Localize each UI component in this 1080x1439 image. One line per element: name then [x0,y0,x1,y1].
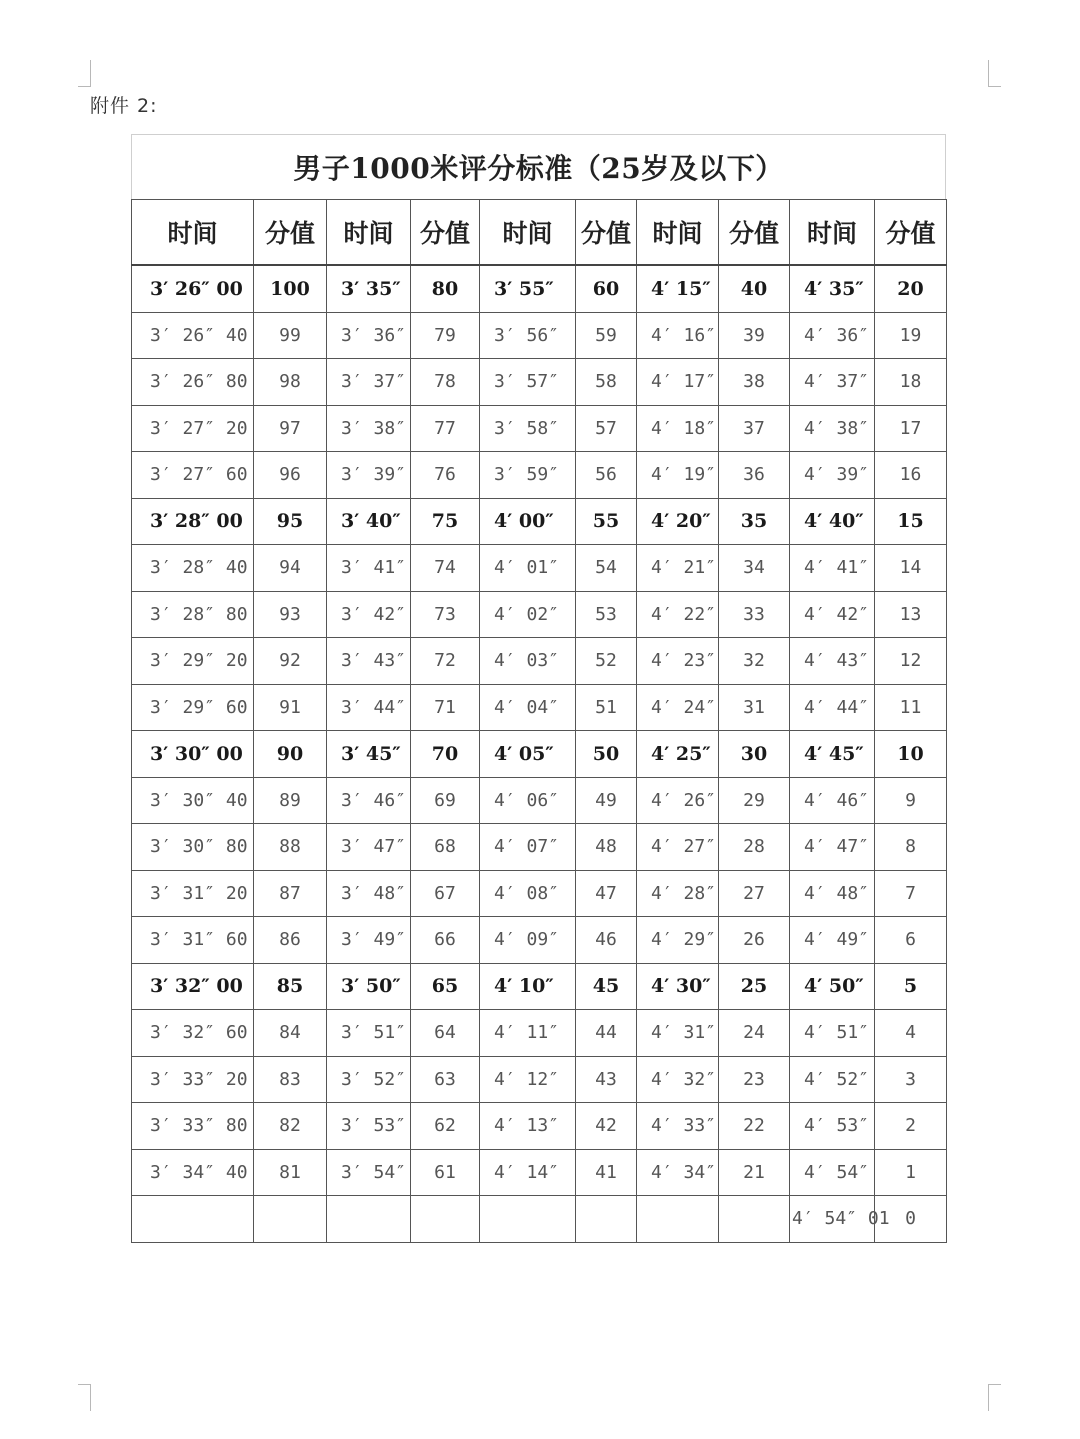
score-cell: 92 [254,638,327,685]
time-cell [132,1196,254,1243]
time-cell: 4′ 24″ [637,684,719,731]
time-cell: 4′ 13″ [480,1103,576,1150]
time-cell: 4′ 11″ [480,1010,576,1057]
time-cell: 4′ 12″ [480,1056,576,1103]
time-cell: 4′ 41″ [790,545,875,592]
time-cell: 3′ 29″ 20 [132,638,254,685]
time-cell: 3′ 47″ [327,824,411,871]
score-cell: 86 [254,917,327,964]
score-cell: 76 [411,452,480,499]
time-cell: 4′ 30″ [637,963,719,1010]
score-cell: 16 [875,452,947,499]
score-cell: 74 [411,545,480,592]
header-score: 分值 [411,200,480,266]
table-row [132,359,947,406]
score-cell: 23 [719,1056,790,1103]
score-cell: 82 [254,1103,327,1150]
time-cell: 3′ 38″ [327,405,411,452]
time-cell: 4′ 05″ [480,731,576,778]
time-cell: 4′ 52″ [790,1056,875,1103]
score-cell: 8 [875,824,947,871]
score-cell: 67 [411,870,480,917]
time-cell: 4′ 20″ [637,498,719,545]
score-cell: 96 [254,452,327,499]
score-cell [719,1196,790,1243]
score-cell: 6 [875,917,947,964]
score-cell: 40 [719,265,790,312]
score-cell: 26 [719,917,790,964]
score-cell: 45 [576,963,637,1010]
score-cell: 50 [576,731,637,778]
score-cell: 30 [719,731,790,778]
score-cell: 31 [719,684,790,731]
time-cell: 3′ 32″ 00 [132,963,254,1010]
score-cell: 59 [576,312,637,359]
time-cell: 4′ 49″ [790,917,875,964]
score-cell: 65 [411,963,480,1010]
page-corner-mark-bottom-left [78,1384,91,1411]
header-score: 分值 [254,200,327,266]
score-cell: 81 [254,1149,327,1196]
table-row [132,1149,947,1196]
score-cell: 34 [719,545,790,592]
score-cell: 87 [254,870,327,917]
score-cell: 28 [719,824,790,871]
score-cell: 75 [411,498,480,545]
time-cell: 3′ 30″ 40 [132,777,254,824]
score-cell: 88 [254,824,327,871]
time-cell: 3′ 31″ 20 [132,870,254,917]
time-cell: 4′ 46″ [790,777,875,824]
page-corner-mark-top-left [78,60,91,87]
time-cell: 3′ 48″ [327,870,411,917]
score-cell: 57 [576,405,637,452]
table-row [132,1196,947,1243]
scoring-table-container [131,134,946,1243]
time-cell: 4′ 29″ [637,917,719,964]
time-cell: 4′ 40″ [790,498,875,545]
time-cell: 4′ 18″ [637,405,719,452]
time-cell: 3′ 33″ 80 [132,1103,254,1150]
time-cell: 3′ 32″ 60 [132,1010,254,1057]
score-cell: 85 [254,963,327,1010]
score-cell: 84 [254,1010,327,1057]
score-cell: 3 [875,1056,947,1103]
table-row [132,265,947,312]
score-cell: 36 [719,452,790,499]
score-cell: 78 [411,359,480,406]
score-cell: 60 [576,265,637,312]
time-cell: 3′ 59″ [480,452,576,499]
time-cell: 3′ 28″ 40 [132,545,254,592]
time-cell [637,1196,719,1243]
score-cell: 24 [719,1010,790,1057]
score-cell: 56 [576,452,637,499]
time-cell: 4′ 32″ [637,1056,719,1103]
time-cell: 4′ 07″ [480,824,576,871]
score-cell: 90 [254,731,327,778]
score-cell: 73 [411,591,480,638]
time-cell: 3′ 58″ [480,405,576,452]
header-time: 时间 [637,200,719,266]
time-cell: 4′ 31″ [637,1010,719,1057]
score-cell: 18 [875,359,947,406]
time-cell: 3′ 26″ 00 [132,265,254,312]
score-cell: 79 [411,312,480,359]
score-cell: 99 [254,312,327,359]
score-cell: 0 [875,1196,947,1243]
time-cell: 4′ 53″ [790,1103,875,1150]
score-cell [254,1196,327,1243]
header-score: 分值 [719,200,790,266]
header-score: 分值 [875,200,947,266]
time-cell: 4′ 48″ [790,870,875,917]
time-cell: 3′ 52″ [327,1056,411,1103]
time-cell: 4′ 09″ [480,917,576,964]
time-cell: 4′ 08″ [480,870,576,917]
time-cell: 4′ 15″ [637,265,719,312]
score-cell: 39 [719,312,790,359]
time-cell: 4′ 39″ [790,452,875,499]
score-cell: 12 [875,638,947,685]
time-cell: 4′ 36″ [790,312,875,359]
time-cell: 4′ 22″ [637,591,719,638]
time-cell: 4′ 54″ 01 [790,1196,875,1243]
time-cell: 3′ 44″ [327,684,411,731]
score-cell: 10 [875,731,947,778]
time-cell: 3′ 30″ 80 [132,824,254,871]
score-cell: 52 [576,638,637,685]
score-cell: 9 [875,777,947,824]
score-cell: 22 [719,1103,790,1150]
score-cell: 11 [875,684,947,731]
time-cell: 3′ 41″ [327,545,411,592]
time-cell: 3′ 30″ 00 [132,731,254,778]
scoring-table [131,199,947,1243]
score-cell: 21 [719,1149,790,1196]
time-cell: 3′ 55″ [480,265,576,312]
time-cell: 4′ 38″ [790,405,875,452]
score-cell: 5 [875,963,947,1010]
score-cell: 77 [411,405,480,452]
table-row [132,870,947,917]
score-cell [576,1196,637,1243]
score-cell: 49 [576,777,637,824]
score-cell: 53 [576,591,637,638]
time-cell: 4′ 27″ [637,824,719,871]
time-cell: 3′ 40″ [327,498,411,545]
time-cell: 3′ 57″ [480,359,576,406]
time-cell: 3′ 26″ 80 [132,359,254,406]
score-cell: 32 [719,638,790,685]
score-cell: 66 [411,917,480,964]
time-cell: 4′ 28″ [637,870,719,917]
time-cell: 3′ 51″ [327,1010,411,1057]
time-cell: 4′ 50″ [790,963,875,1010]
table-body [132,265,947,1242]
time-cell: 4′ 21″ [637,545,719,592]
header-score: 分值 [576,200,637,266]
score-cell: 4 [875,1010,947,1057]
time-cell: 3′ 28″ 80 [132,591,254,638]
score-cell: 58 [576,359,637,406]
table-row [132,684,947,731]
time-cell: 3′ 26″ 40 [132,312,254,359]
time-cell: 4′ 03″ [480,638,576,685]
score-cell: 69 [411,777,480,824]
score-cell: 13 [875,591,947,638]
table-row [132,591,947,638]
time-cell [327,1196,411,1243]
score-cell: 63 [411,1056,480,1103]
score-cell: 46 [576,917,637,964]
time-cell: 4′ 42″ [790,591,875,638]
score-cell: 68 [411,824,480,871]
time-cell: 3′ 35″ [327,265,411,312]
table-row [132,1056,947,1103]
score-cell: 47 [576,870,637,917]
score-cell: 51 [576,684,637,731]
time-cell: 3′ 33″ 20 [132,1056,254,1103]
time-cell: 3′ 27″ 60 [132,452,254,499]
score-cell: 72 [411,638,480,685]
score-cell: 41 [576,1149,637,1196]
table-row [132,312,947,359]
score-cell: 7 [875,870,947,917]
header-time: 时间 [480,200,576,266]
time-cell [480,1196,576,1243]
time-cell: 4′ 45″ [790,731,875,778]
time-cell: 4′ 10″ [480,963,576,1010]
score-cell: 29 [719,777,790,824]
score-cell: 64 [411,1010,480,1057]
score-cell: 1 [875,1149,947,1196]
time-cell: 4′ 02″ [480,591,576,638]
score-cell: 37 [719,405,790,452]
score-cell: 98 [254,359,327,406]
score-cell: 93 [254,591,327,638]
time-cell: 4′ 06″ [480,777,576,824]
score-cell: 71 [411,684,480,731]
table-row [132,545,947,592]
time-cell: 4′ 33″ [637,1103,719,1150]
score-cell: 42 [576,1103,637,1150]
score-cell: 48 [576,824,637,871]
table-row [132,452,947,499]
header-time: 时间 [327,200,411,266]
time-cell: 3′ 43″ [327,638,411,685]
time-cell: 3′ 56″ [480,312,576,359]
time-cell: 3′ 31″ 60 [132,917,254,964]
score-cell: 70 [411,731,480,778]
time-cell: 4′ 04″ [480,684,576,731]
time-cell: 4′ 54″ [790,1149,875,1196]
score-cell: 43 [576,1056,637,1103]
table-row [132,405,947,452]
score-cell: 95 [254,498,327,545]
score-cell: 15 [875,498,947,545]
time-cell: 4′ 43″ [790,638,875,685]
score-cell: 19 [875,312,947,359]
table-row [132,731,947,778]
header-time: 时间 [790,200,875,266]
time-cell: 3′ 34″ 40 [132,1149,254,1196]
time-cell: 4′ 17″ [637,359,719,406]
score-cell: 89 [254,777,327,824]
time-cell: 3′ 53″ [327,1103,411,1150]
score-cell: 100 [254,265,327,312]
table-row [132,1010,947,1057]
time-cell: 4′ 00″ [480,498,576,545]
score-cell: 14 [875,545,947,592]
time-cell: 4′ 01″ [480,545,576,592]
score-cell: 17 [875,405,947,452]
score-cell: 94 [254,545,327,592]
page-corner-mark-top-right [988,60,1001,87]
table-row [132,1103,947,1150]
time-cell: 4′ 34″ [637,1149,719,1196]
score-cell: 83 [254,1056,327,1103]
score-cell: 35 [719,498,790,545]
time-cell: 4′ 47″ [790,824,875,871]
time-cell: 3′ 49″ [327,917,411,964]
time-cell: 4′ 23″ [637,638,719,685]
time-cell: 3′ 37″ [327,359,411,406]
score-cell: 44 [576,1010,637,1057]
score-cell: 91 [254,684,327,731]
time-cell: 4′ 14″ [480,1149,576,1196]
time-cell: 3′ 36″ [327,312,411,359]
score-cell: 33 [719,591,790,638]
time-cell: 3′ 27″ 20 [132,405,254,452]
score-cell: 20 [875,265,947,312]
table-row [132,638,947,685]
attachment-label: 附件 2: [90,95,158,117]
score-cell: 80 [411,265,480,312]
time-cell: 4′ 19″ [637,452,719,499]
time-cell: 3′ 28″ 00 [132,498,254,545]
score-cell: 62 [411,1103,480,1150]
time-cell: 4′ 37″ [790,359,875,406]
time-cell: 4′ 26″ [637,777,719,824]
table-header-row [132,200,947,266]
time-cell: 3′ 42″ [327,591,411,638]
table-row [132,963,947,1010]
score-cell: 27 [719,870,790,917]
table-row [132,777,947,824]
time-cell: 4′ 16″ [637,312,719,359]
time-cell: 3′ 54″ [327,1149,411,1196]
time-cell: 3′ 46″ [327,777,411,824]
score-cell: 54 [576,545,637,592]
score-cell: 55 [576,498,637,545]
score-cell: 38 [719,359,790,406]
score-cell [411,1196,480,1243]
table-row [132,498,947,545]
score-cell: 61 [411,1149,480,1196]
time-cell: 3′ 45″ [327,731,411,778]
time-cell: 4′ 51″ [790,1010,875,1057]
time-cell: 4′ 35″ [790,265,875,312]
page-corner-mark-bottom-right [988,1384,1001,1411]
score-cell: 25 [719,963,790,1010]
time-cell: 3′ 29″ 60 [132,684,254,731]
table-row [132,824,947,871]
score-cell: 97 [254,405,327,452]
score-cell: 2 [875,1103,947,1150]
table-title: 男子1000米评分标准（25岁及以下） [131,134,946,199]
time-cell: 4′ 44″ [790,684,875,731]
time-cell: 3′ 39″ [327,452,411,499]
header-time: 时间 [132,200,254,266]
table-row [132,917,947,964]
time-cell: 3′ 50″ [327,963,411,1010]
time-cell: 4′ 25″ [637,731,719,778]
